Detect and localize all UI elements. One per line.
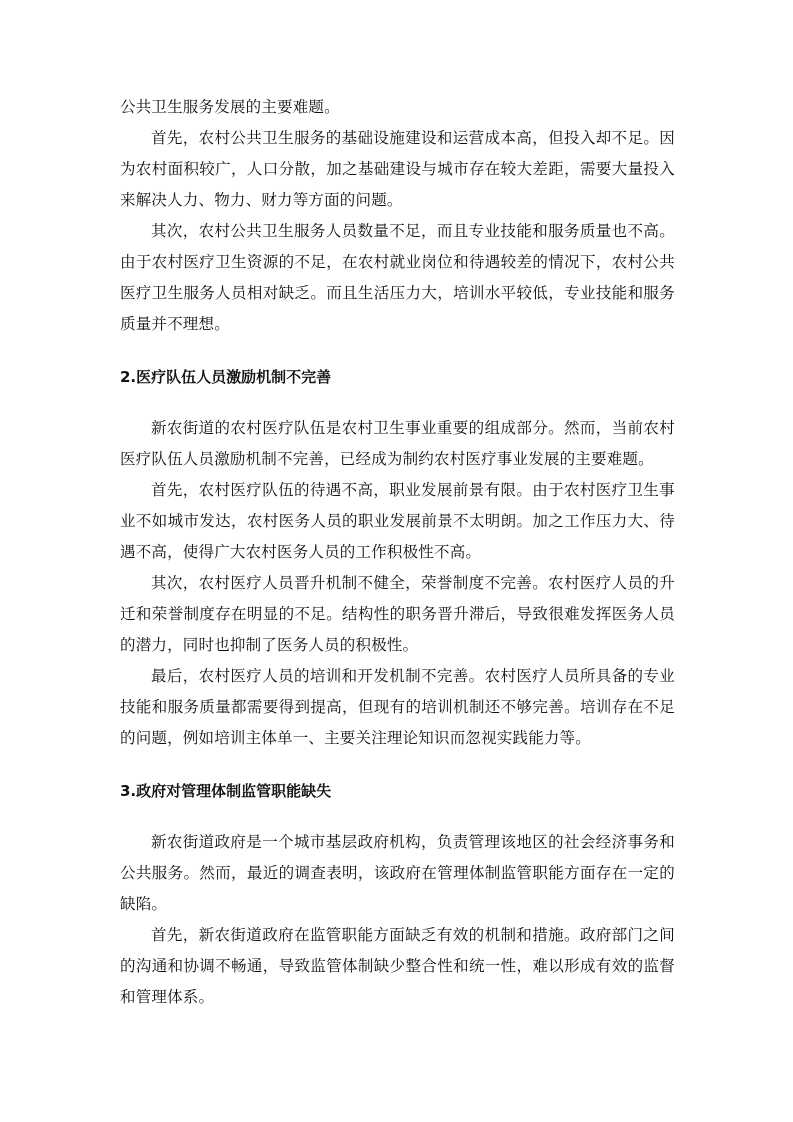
spacer [120,393,675,413]
paragraph-training: 最后，农村医疗人员的培训和开发机制不完善。农村医疗人员所具备的专业技能和服务质量都需要得到提高，但现有的培训机制还不够完善。培训存在不足的问题，例如培训主体单一、主要关注理论知识而忽视实践能力等。 [120,667,675,747]
spacer [120,340,675,362]
paragraph-incentive-intro: 新农街道的农村医疗队伍是农村卫生事业重要的组成部分。然而，当前农村医疗队伍人员激励机制不完善，已经成为制约农村医疗事业发展的主要难题。 [120,419,675,468]
paragraph-government-intro: 新农街道政府是一个城市基层政府机构，负责管理该地区的社会经济事务和公共服务。然而，最近的调查表明，该政府在管理体制监管职能方面存在一定的缺陷。 [120,833,675,913]
spacer [120,754,675,776]
paragraph-treatment: 首先，农村医疗队伍的待遇不高，职业发展前景有限。由于农村医疗卫生事业不如城市发达，农村医务人员的职业发展前景不太明朗。加之工作压力大、待遇不高，使得广大农村医务人员的工作积极性不高。 [120,481,675,561]
paragraph-promotion: 其次，农村医疗人员晋升机制不健全，荣誉制度不完善。农村医疗人员的升迁和荣誉制度存在明显的不足。结构性的职务晋升滞后，导致很难发挥医务人员的潜力，同时也抑制了医务人员的积极性。 [120,574,675,654]
document-body [120,92,675,1013]
spacer [120,807,675,827]
section-heading-2: 2.医疗队伍人员激励机制不完善 [120,368,332,386]
paragraph-supervision: 首先，新农街道政府在监管职能方面缺乏有效的机制和措施。政府部门之间的沟通和协调不畅通，导致监管体制缺少整合性和统一性，难以形成有效的监督和管理体系。 [120,926,675,1006]
paragraph-infrastructure: 首先，农村公共卫生服务的基础设施建设和运营成本高，但投入却不足。因为农村面积较广，人口分散，加之基础建设与城市存在较大差距，需要大量投入来解决人力、物力、财力等方面的问题。 [120,129,675,209]
paragraph-staffing: 其次，农村公共卫生服务人员数量不足，而且专业技能和服务质量也不高。由于农村医疗卫生资源的不足，在农村就业岗位和待遇较差的情况下，农村公共医疗卫生服务人员相对缺乏。而且生活压力大，培训水平较低，专业技能和服务质量并不理想。 [120,222,675,333]
paragraph-continuation: 公共卫生服务发展的主要难题。 [120,98,340,116]
section-heading-3: 3.政府对管理体制监管职能缺失 [120,782,332,800]
